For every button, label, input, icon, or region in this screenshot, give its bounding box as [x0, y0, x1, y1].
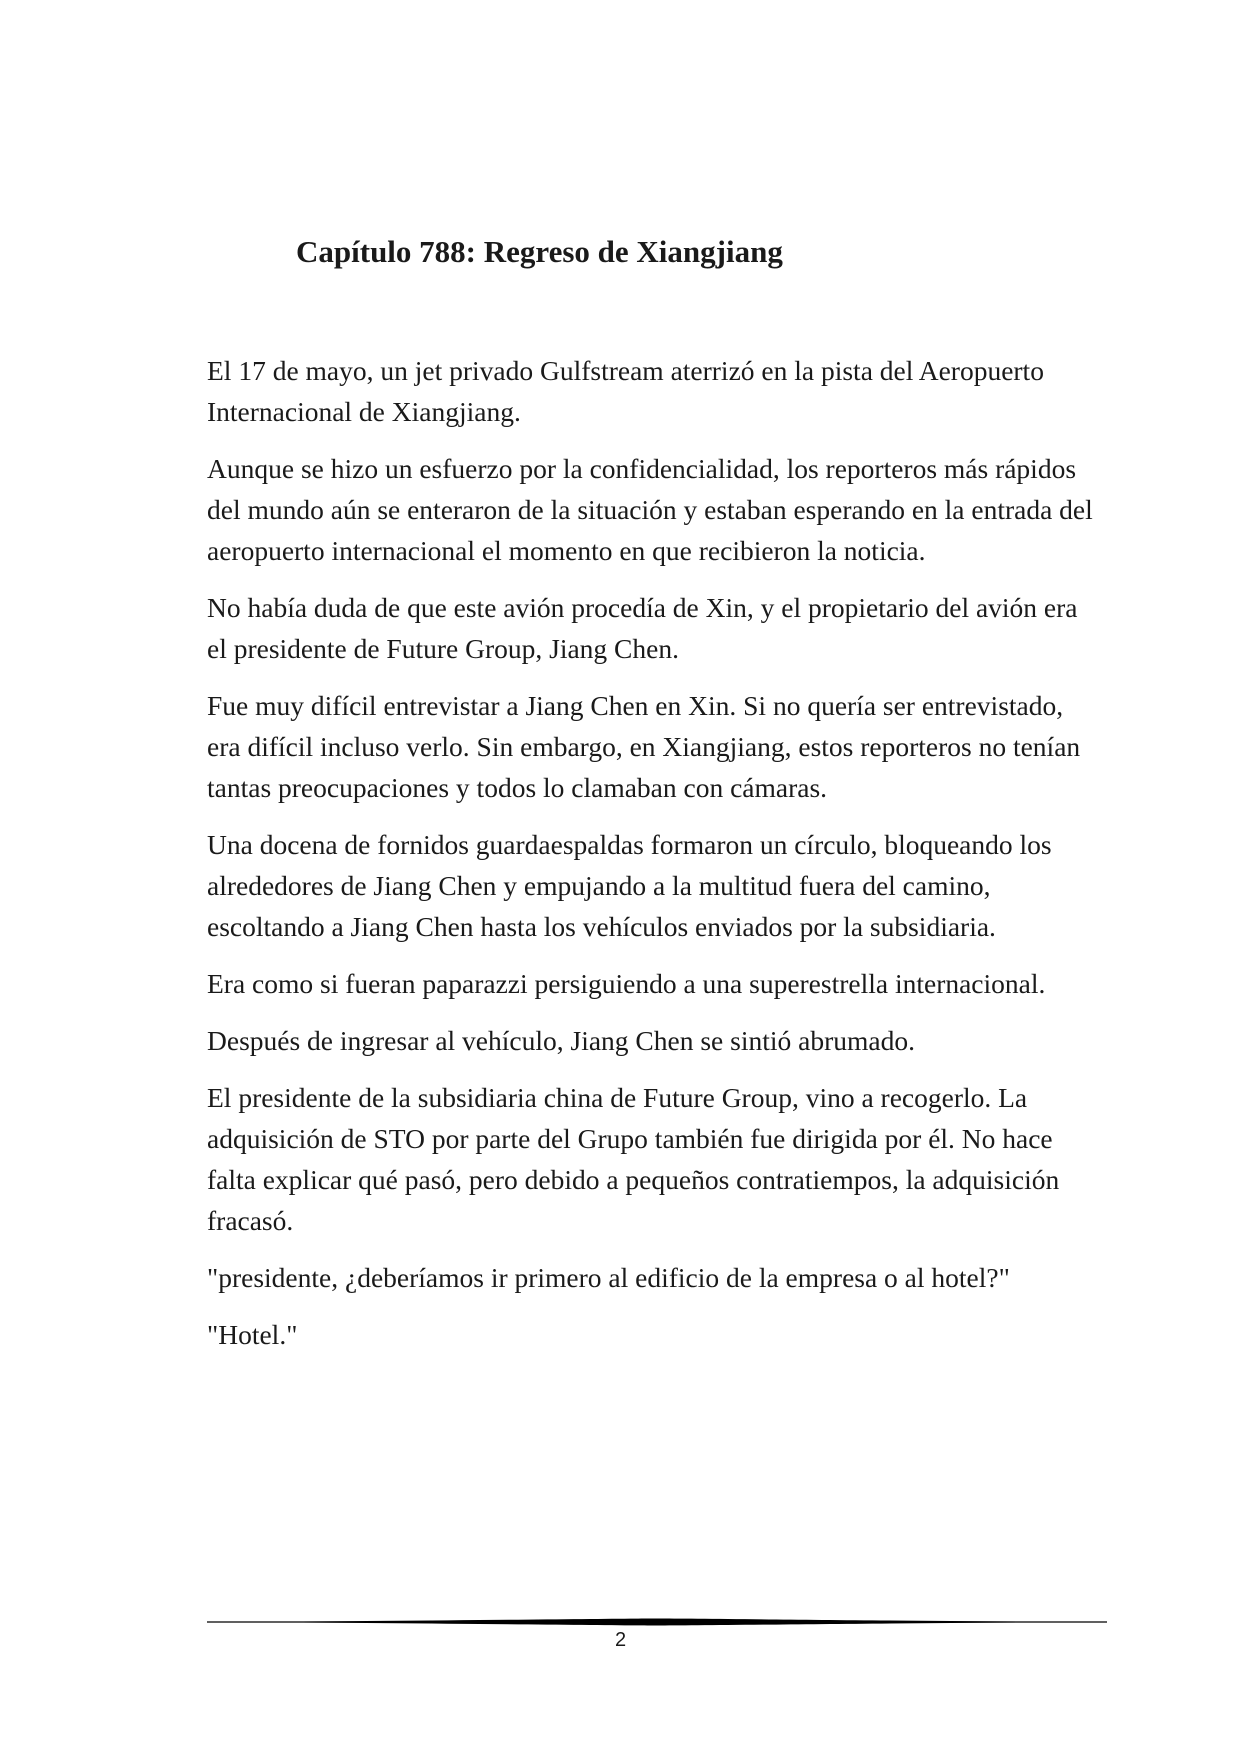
- paragraph: No había duda de que este avión procedía de Xin, y el propietario del avión era el presidente de Future Group, Jiang Chen.: [207, 592, 1078, 664]
- paragraph: Después de ingresar al vehículo, Jiang Chen se sintió abrumado.: [207, 1025, 915, 1056]
- paragraph: "presidente, ¿deberíamos ir primero al edificio de la empresa o al hotel?": [207, 1262, 1010, 1293]
- paragraph: "Hotel.": [207, 1319, 298, 1350]
- chapter-title: Capítulo 788: Regreso de Xiangjiang: [296, 234, 783, 269]
- page-number: 2: [614, 1629, 627, 1651]
- paragraph: Aunque se hizo un esfuerzo por la confidencialidad, los reporteros más rápidos del mundo aún se enteraron de la situación y estaban esperando en la entrada del aeropuerto internacional el momento en que recibieron la noticia.: [207, 453, 1093, 566]
- paragraph: El presidente de la subsidiaria china de Future Group, vino a recogerlo. La adquisición de STO por parte del Grupo también fue dirigida por él. No hace falta explicar qué pasó, pero debido a pequeños contratiempos, la adquisición fracasó.: [207, 1082, 1060, 1236]
- paragraph: El 17 de mayo, un jet privado Gulfstream aterrizó en la pista del Aeropuerto Internacional de Xiangjiang.: [207, 355, 1044, 427]
- paragraph: Era como si fueran paparazzi persiguiendo a una superestrella internacional.: [207, 968, 1046, 999]
- paragraph: Una docena de fornidos guardaespaldas formaron un círculo, bloqueando los alrededores de Jiang Chen y empujando a la multitud fuera del camino, escoltando a Jiang Chen hasta los vehículos enviados por la subsidiaria.: [207, 829, 1052, 942]
- footer-divider: [207, 1618, 1107, 1626]
- paragraph: Fue muy difícil entrevistar a Jiang Chen en Xin. Si no quería ser entrevistado, era difícil incluso verlo. Sin embargo, en Xiangjiang, estos reporteros no tenían tantas preocupaciones y todos lo clamaban con cámaras.: [207, 690, 1081, 803]
- chapter-body: [207, 350, 1097, 1371]
